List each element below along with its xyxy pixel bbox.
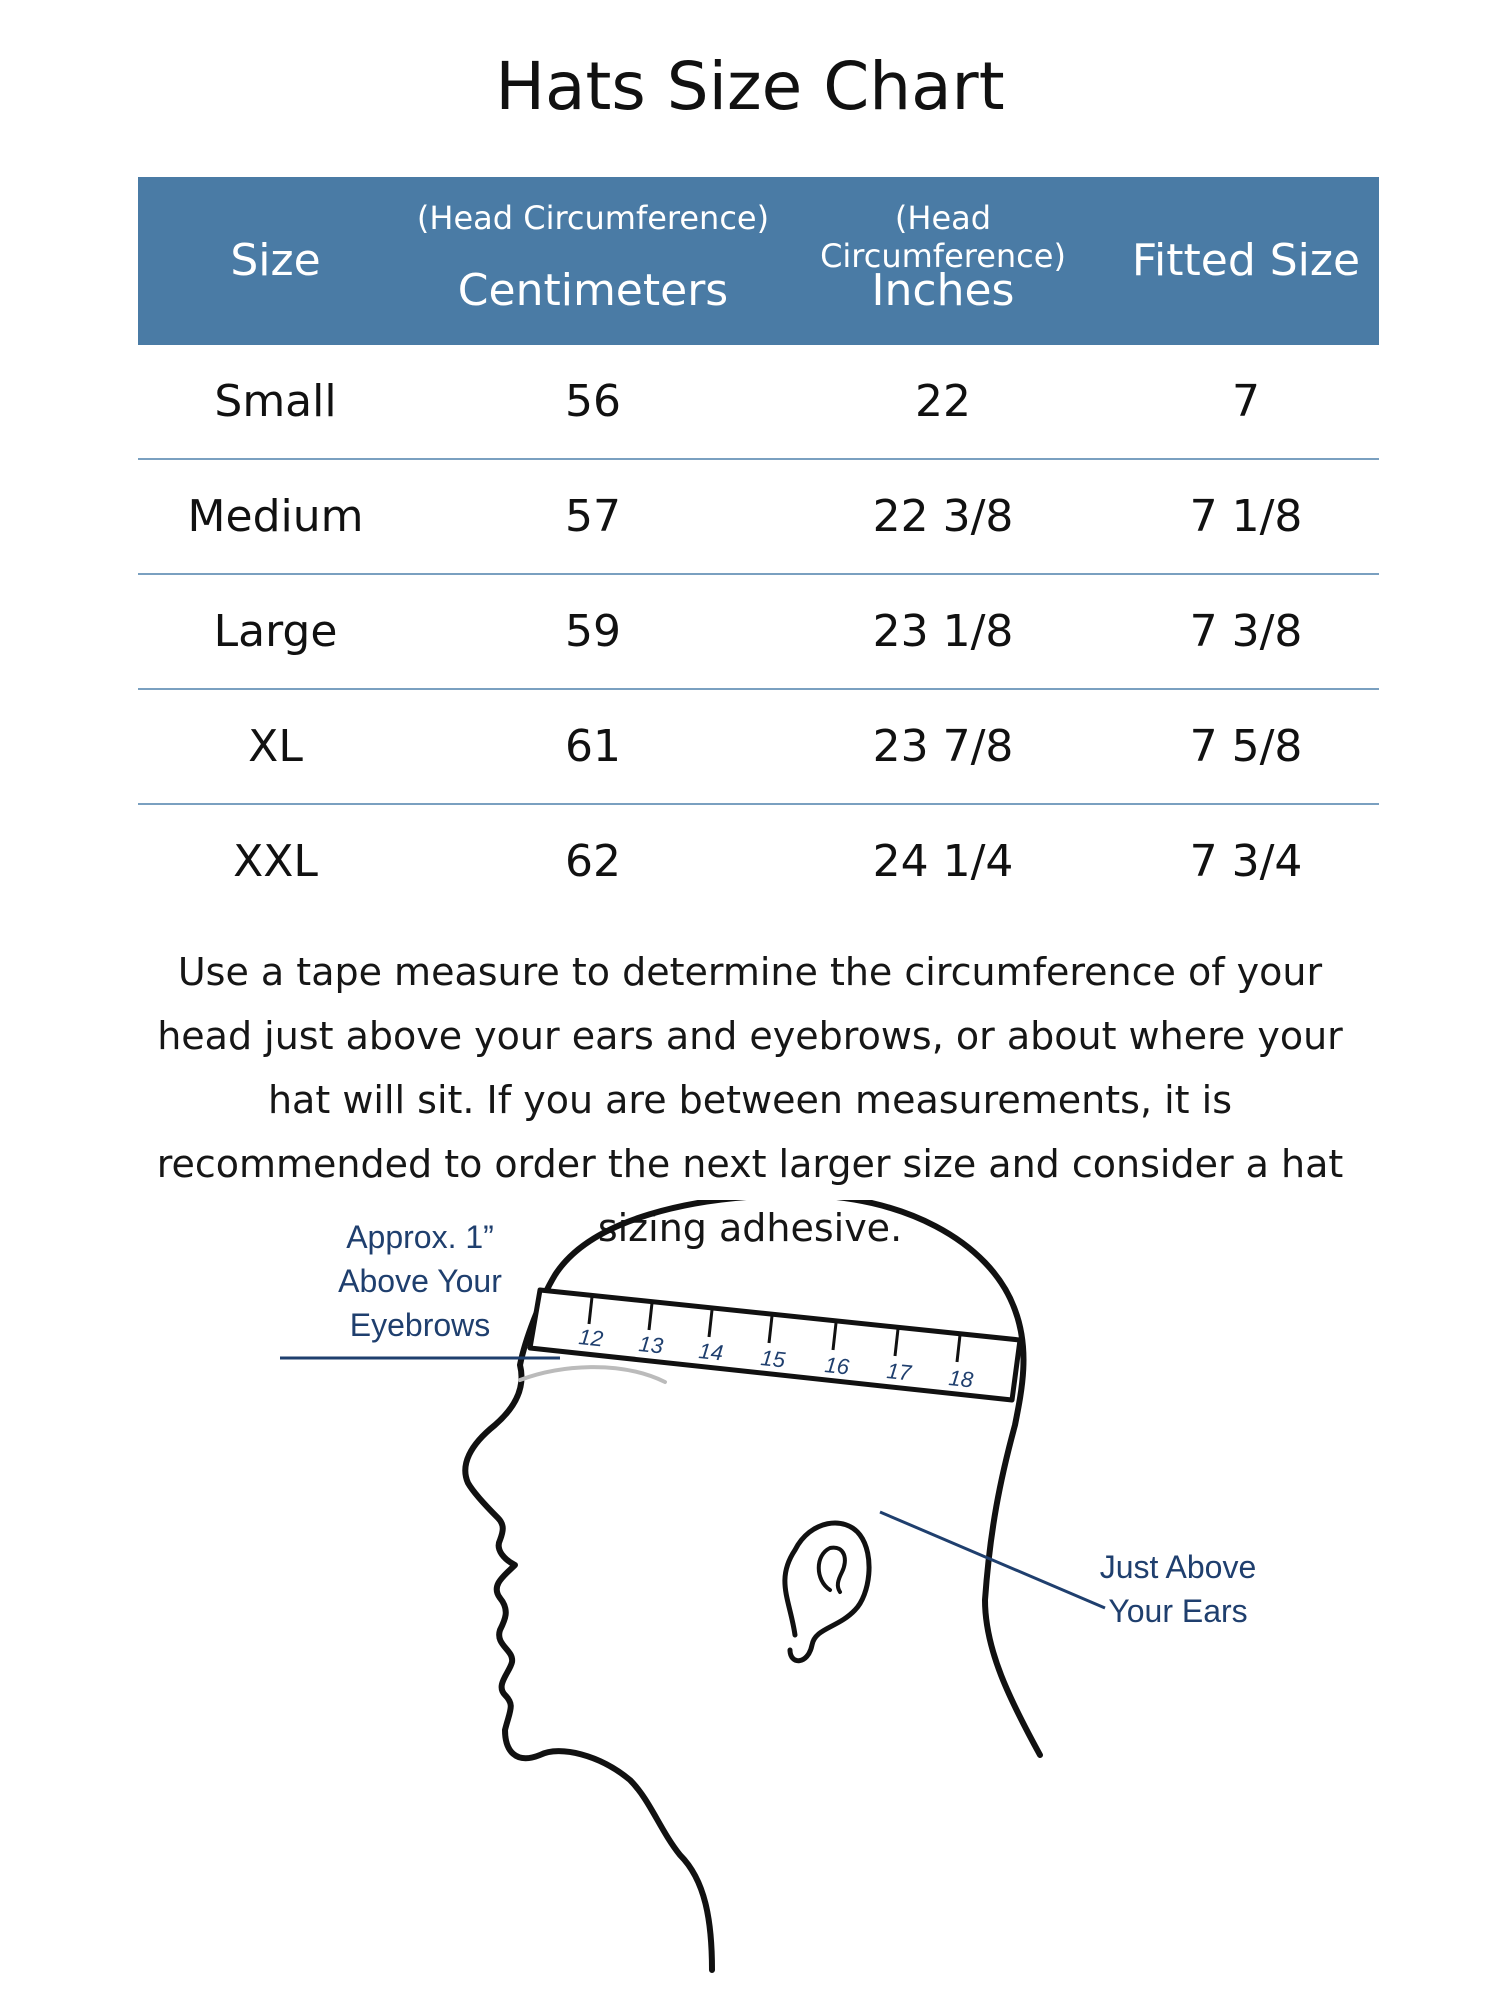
cell-inches: 23 1/8 [872, 606, 1014, 657]
cell-inches: 22 3/8 [872, 491, 1014, 542]
table-row [138, 690, 1379, 805]
table-row [138, 575, 1379, 690]
header-size: Size [230, 235, 321, 286]
cell-inches: 23 7/8 [872, 721, 1014, 772]
ear-inner [819, 1548, 845, 1592]
header-centimeters: (Head Circumference) Centimeters [416, 199, 770, 316]
cell-fitted: 7 [1232, 376, 1260, 427]
table-row [138, 805, 1379, 918]
cell-inches: 22 [915, 376, 971, 427]
tape-mark: 16 [823, 1352, 851, 1380]
eyebrow-label-line: Approx. 1” [346, 1219, 494, 1255]
head-measurement-diagram [0, 1200, 1500, 1980]
ear-label-line: Your Ears [1108, 1593, 1248, 1629]
cell-size: Medium [187, 491, 364, 542]
cell-cm: 62 [565, 836, 621, 887]
tape-mark: 17 [885, 1358, 913, 1386]
table-row [138, 345, 1379, 460]
ear [785, 1523, 869, 1661]
cell-size: Large [213, 606, 338, 657]
eyebrow-label-line: Eyebrows [349, 1307, 491, 1343]
cell-fitted: 7 1/8 [1189, 491, 1303, 542]
eyebrow [520, 1367, 665, 1382]
cell-fitted: 7 5/8 [1189, 721, 1303, 772]
table-row [138, 460, 1379, 575]
cell-size: Small [214, 376, 337, 427]
cell-size: XL [248, 721, 303, 772]
header-inches: (Head Circumference) Inches [820, 199, 1066, 316]
cell-fitted: 7 3/8 [1189, 606, 1303, 657]
cell-fitted: 7 3/4 [1189, 836, 1303, 887]
cell-cm: 56 [565, 376, 621, 427]
measuring-instructions: Use a tape measure to determine the circumference of your head just above your ears and eyebrows, or about where your hat will sit. If you are between measurements, it is recommended to order the next larger size and consider a hat sizing adhesive. [156, 950, 1344, 1250]
tape-mark: 15 [759, 1345, 787, 1373]
tape-mark: 12 [577, 1324, 605, 1352]
ear-label-line: Just Above [1099, 1549, 1257, 1585]
header-fitted-size: Fitted Size [1131, 235, 1361, 286]
cell-inches: 24 1/4 [872, 836, 1014, 887]
table-header [138, 177, 1379, 345]
tape-band [530, 1290, 1020, 1400]
cell-size: XXL [233, 836, 318, 887]
cell-cm: 61 [565, 721, 621, 772]
tape-mark: 14 [697, 1338, 725, 1366]
page-title: Hats Size Chart [495, 48, 1005, 125]
cell-cm: 57 [565, 491, 621, 542]
cell-cm: 59 [565, 606, 621, 657]
eyebrow-label-line: Above Your [338, 1263, 502, 1299]
size-chart-table [138, 177, 1379, 918]
tape-mark: 18 [947, 1365, 975, 1393]
tape-mark: 13 [637, 1331, 665, 1359]
